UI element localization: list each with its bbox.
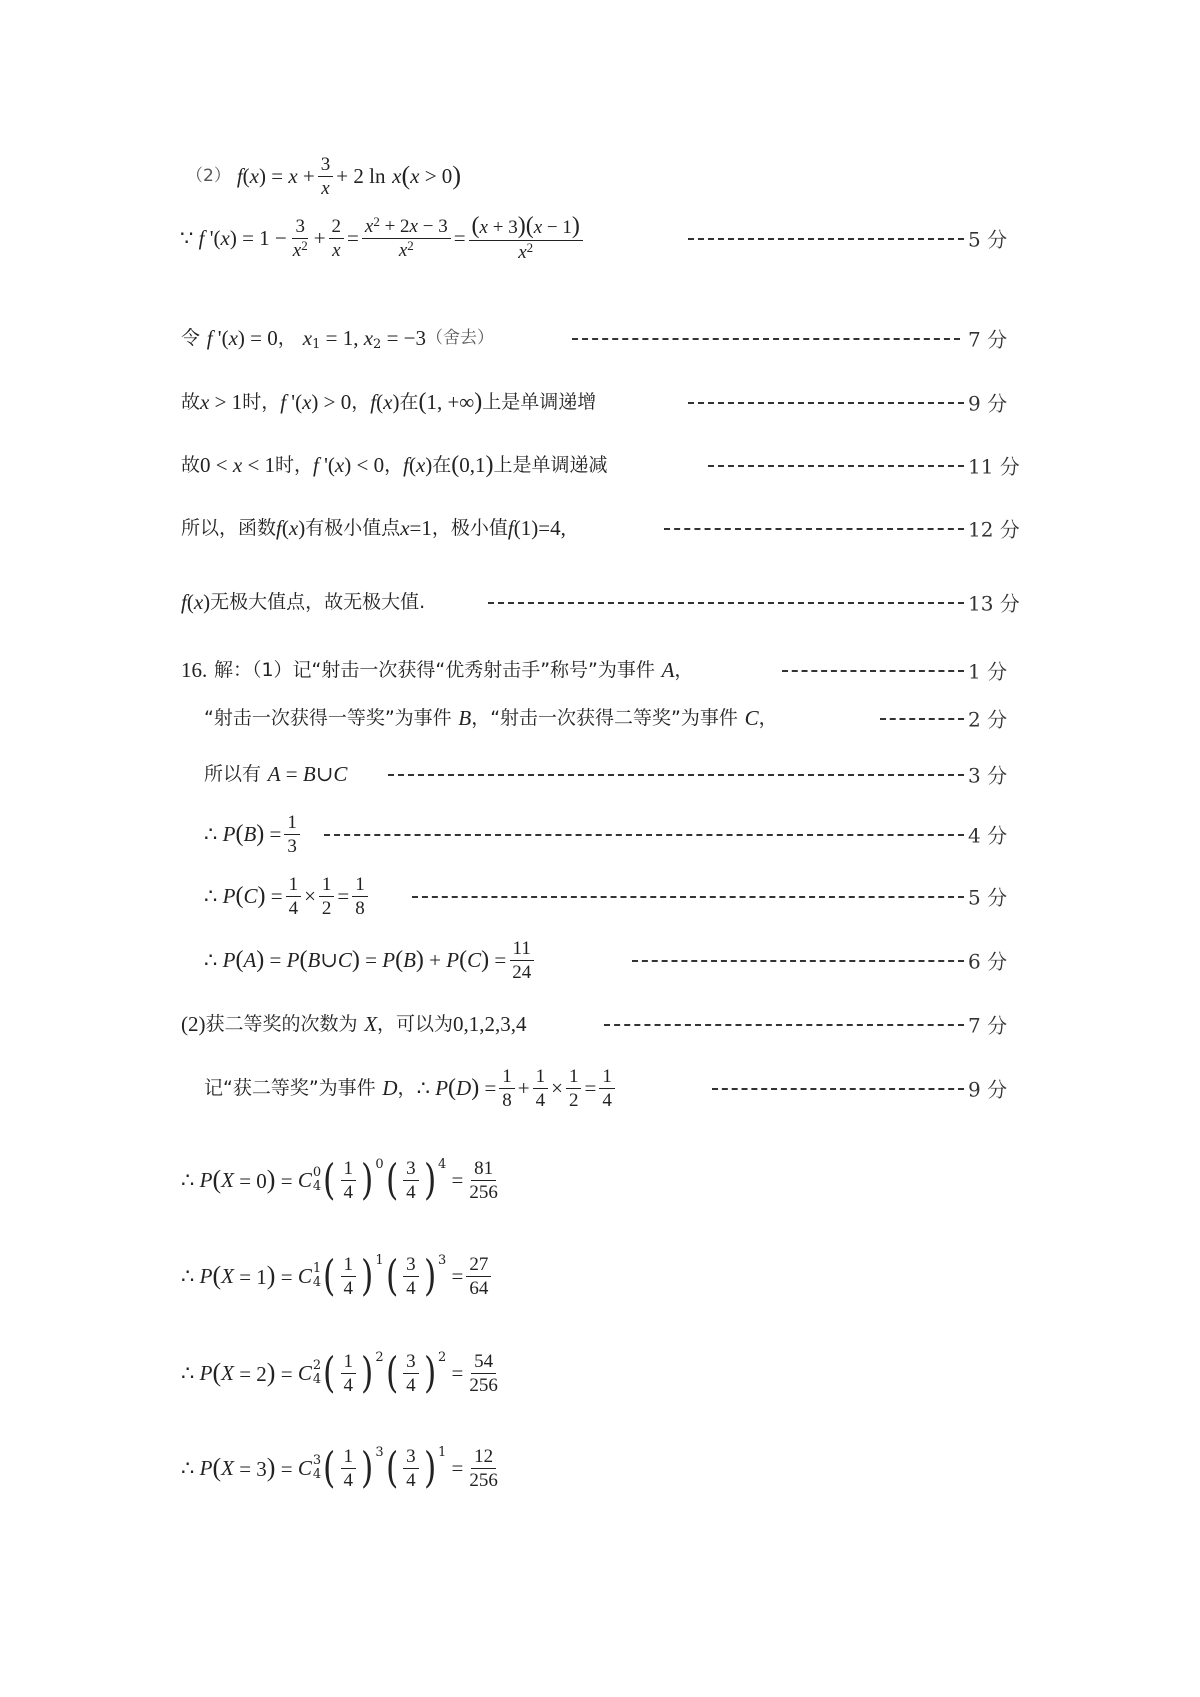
formula: 16. 解：（1）记“射击一次获得“优秀射击手”称号”为事件 A ， [181,657,694,682]
score-label: 5 分 [968,227,1008,252]
line-part2-function [0,146,1200,206]
formula: ∴ P ( X = 0) = C 0 4 ( $\frac{1}{4}$ ) 0 ( $\frac{3}{4}$ ) 4 = $\frac{81}{256}$ [181,1155,498,1204]
line-pa [0,930,1200,990]
line-derivative [0,208,1200,268]
formula: 记“获二等奖”为事件 D ， ∴ P ( D ) = $\frac{1}{8}$ + $\frac{1}{4}$ × $\frac{1}{2}$ = $\frac{1}{4}$ [204,1067,618,1110]
line-pc [0,866,1200,926]
formula: ∴ P ( X = 3) = C 3 4 ( $\frac{1}{4}$ ) 3 ( $\frac{3}{4}$ ) 1 = $\frac{12}{256}$ [181,1443,498,1492]
score-label: 11 分 [968,454,1020,479]
line-px2 [0,1333,1200,1413]
dash-leader [324,834,964,836]
formula: “射击一次获得一等奖”为事件 B ，“射击一次获得二等奖”为事件 C ， [204,705,778,730]
formula: ∴ P ( A ) = P ( B ∪ C ) = P ( B ) + P ( C ) = $\frac{11}{24}$ [204,939,537,982]
line-increasing [0,372,1200,432]
formula: ∴ P ( C ) = $\frac{1}{4}$ × $\frac{1}{2}$ = $\frac{1}{8}$ [204,875,371,918]
formula: 所以有 A = B ∪ C [204,761,348,786]
dash-leader [572,338,960,340]
score-label: 13 分 [968,591,1020,616]
line-pb [0,804,1200,864]
formula: 令 f '( x ) = 0 ， x 1 = 1, x 2 = −3 （舍去） [181,325,495,352]
line-px0 [0,1140,1200,1220]
line-decreasing [0,435,1200,495]
dash-leader [632,960,964,962]
dash-leader [880,718,964,720]
line-px3 [0,1428,1200,1508]
formula: 故 0 < x < 1 时， f '( x ) < 0 ， f ( x ) 在 (0,1) 上是单调递减 [181,452,608,478]
line-events-b-c [0,688,1200,748]
formula: 故 x > 1 时， f '( x ) > 0 ， f ( x ) 在 (1, +∞) 上是单调递增 [181,389,597,415]
line-pd [0,1058,1200,1118]
score-label: 7 分 [968,327,1008,352]
line-px1 [0,1236,1200,1316]
formula: ∴ P ( X = 2) = C 2 4 ( $\frac{1}{4}$ ) 2 ( $\frac{3}{4}$ ) 2 = $\frac{54}{256}$ [181,1348,498,1397]
score-label: 12 分 [968,517,1020,542]
formula: ∴ P ( B ) = $\frac{1}{3}$ [204,813,303,856]
formula: ∵ f '( x ) = 1 − $\frac{3}{x^2}$ + $\frac{2}{x}$ = $\frac{x^2 + 2x - 3}{x^2}$ = $\frac{(x + 3)(x - 1)}{x^2}$ [180,214,586,262]
dash-leader [712,1088,964,1090]
score-label: 9 分 [968,1077,1008,1102]
score-label: 6 分 [968,949,1008,974]
score-label: 2 分 [968,707,1008,732]
dash-leader [708,465,964,467]
line-union [0,744,1200,804]
dash-leader [782,670,964,672]
score-label: 3 分 [968,763,1008,788]
dash-leader [664,528,964,530]
dash-leader [604,1024,964,1026]
dash-leader [688,238,964,240]
dash-leader [412,896,964,898]
score-label: 9 分 [968,391,1008,416]
line-minimum [0,498,1200,558]
formula: (2) 获二等奖的次数为 X ，可以为 0,1,2,3,4 [181,1011,527,1036]
line-critical-points [0,308,1200,368]
formula: ∴ P ( X = 1) = C 1 4 ( $\frac{1}{4}$ ) 1 ( $\frac{3}{4}$ ) 3 = $\frac{27}{64}$ [181,1255,494,1298]
formula: （2） f ( x ) = x + $\frac{3}{x}$ + 2 ln x ( x > 0 ) [186,153,461,199]
line-part2-x [0,994,1200,1054]
formula: 所以，函数 f ( x ) 有极小值点 x =1 ，极小值 f (1)=4, [181,515,566,540]
dash-leader [688,402,964,404]
score-label: 4 分 [968,823,1008,848]
score-label: 5 分 [968,885,1008,910]
dash-leader [388,774,964,776]
formula: f ( x ) 无极大值点，故无极大值. [181,589,426,614]
line-no-maximum [0,572,1200,632]
score-label: 1 分 [968,659,1008,684]
score-label: 7 分 [968,1013,1008,1038]
dash-leader [488,602,964,604]
